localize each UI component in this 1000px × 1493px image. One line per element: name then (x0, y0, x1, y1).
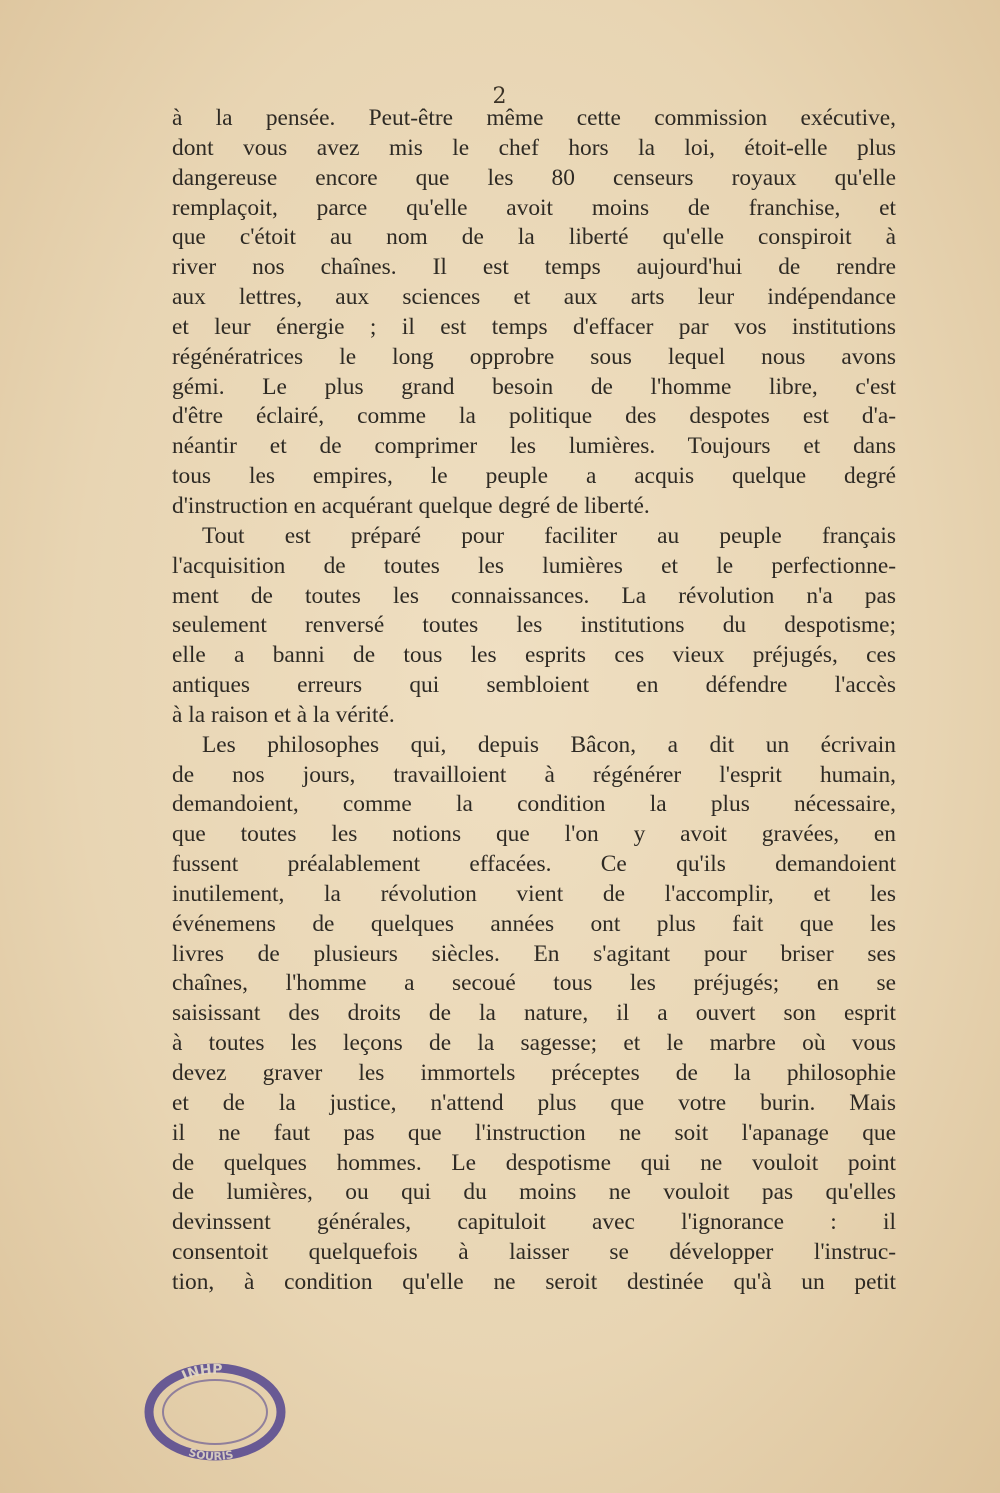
text-line: livres de plusieurs siècles. En s'agitant pour briser ses (172, 940, 896, 967)
text-line: Tout est préparé pour faciliter au peuple français (202, 522, 896, 549)
text-line: fussent préalablement effacées. Ce qu'ils demandoient (172, 851, 896, 878)
svg-text:SOURIS (187, 1446, 235, 1462)
text-line: de nos jours, travailloient à régénérer l'esprit humain, (172, 761, 896, 788)
stamp-top-text: INHP (179, 1362, 223, 1385)
text-line: que c'étoit au nom de la liberté qu'elle conspiroit à (172, 224, 896, 251)
text-line: consentoit quelquefois à laisser se développer l'instruc- (172, 1239, 896, 1266)
text-line: que toutes les notions que l'on y avoit gravées, en (172, 821, 896, 848)
text-line: Les philosophes qui, depuis Bâcon, a dit un écrivain (202, 731, 896, 758)
text-line: devez graver les immortels préceptes de la philosophie (172, 1060, 896, 1086)
text-line: d'être éclairé, comme la politique des despotes est d'a- (172, 403, 896, 430)
text-line: de lumières, ou qui du moins ne vouloit pas qu'elles (172, 1179, 896, 1206)
body-text (172, 104, 896, 1298)
text-line: remplaçoit, parce qu'elle avoit moins de franchise, et (172, 194, 896, 221)
text-line: à la raison et à la vérité. (172, 701, 395, 728)
text-line: chaînes, l'homme a secoué tous les préjugés; en se (172, 970, 896, 997)
library-stamp (140, 1362, 290, 1466)
text-line: à toutes les leçons de la sagesse; et le marbre où vous (172, 1030, 896, 1057)
text-line: néantir et de comprimer les lumières. Toujours et dans (172, 433, 896, 460)
text-line: river nos chaînes. Il est temps aujourd'hui de rendre (172, 254, 896, 281)
text-line: gémi. Le plus grand besoin de l'homme libre, c'est (172, 373, 896, 400)
text-line: elle a banni de tous les esprits ces vieux préjugés, ces (172, 642, 896, 669)
text-line: seulement renversé toutes les institutions du despotisme; (172, 612, 896, 639)
text-line: antiques erreurs qui sembloient en défendre l'accès (172, 672, 896, 699)
text-line: tous les empires, le peuple a acquis quelque degré (172, 463, 896, 490)
text-line: saisissant des droits de la nature, il a ouvert son esprit (172, 1000, 896, 1027)
text-line: événemens de quelques années ont plus fait que les (172, 910, 896, 937)
text-line: aux lettres, aux sciences et aux arts leur indépendance (172, 284, 896, 311)
text-line: dont vous avez mis le chef hors la loi, étoit-elle plus (172, 134, 896, 161)
text-line: devinssent générales, capituloit avec l'ignorance : il (172, 1209, 896, 1236)
text-line: l'acquisition de toutes les lumières et le perfectionne- (172, 552, 896, 579)
text-line: d'instruction en acquérant quelque degré de liberté. (172, 492, 650, 519)
text-line: dangereuse encore que les 80 censeurs royaux qu'elle (172, 164, 896, 191)
text-line: ment de toutes les connaissances. La révolution n'a pas (172, 582, 896, 609)
text-line: tion, à condition qu'elle ne seroit destinée qu'à un petit (172, 1268, 896, 1295)
stamp-bottom-text: SOURIS (187, 1445, 235, 1462)
text-line: et leur énergie ; il est temps d'effacer par vos institutions (172, 313, 896, 340)
page-number: 2 (492, 84, 508, 109)
text-line: il ne faut pas que l'instruction ne soit l'apanage que (172, 1119, 896, 1146)
text-line: à la pensée. Peut-être même cette commission exécutive, (172, 105, 896, 131)
text-line: demandoient, comme la condition la plus nécessaire, (172, 791, 896, 818)
text-line: et de la justice, n'attend plus que votre burin. Mais (172, 1089, 896, 1116)
text-line: régénératrices le long opprobre sous lequel nous avons (172, 343, 896, 370)
stamp-seal-icon (140, 1362, 290, 1462)
text-line: de quelques hommes. Le despotisme qui ne vouloit point (172, 1149, 896, 1176)
text-line: inutilement, la révolution vient de l'accomplir, et les (172, 880, 896, 907)
